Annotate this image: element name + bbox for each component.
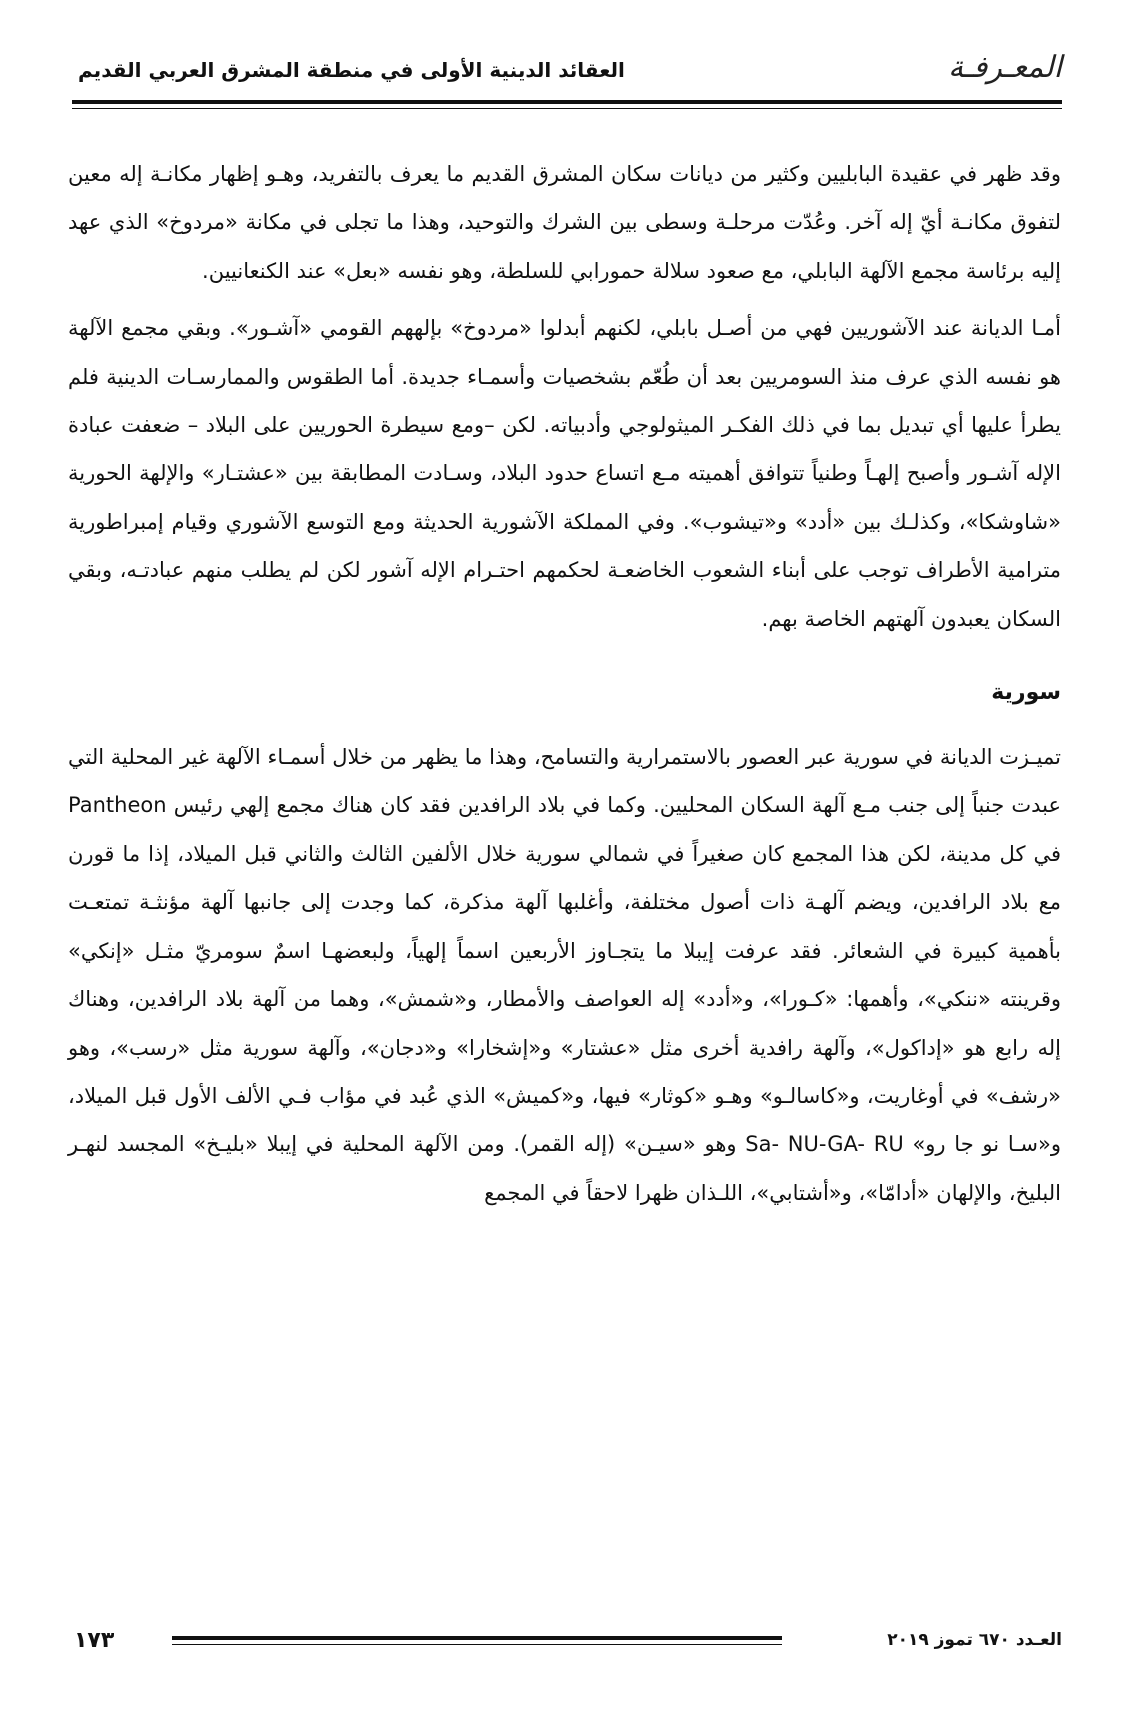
page-number: ١٧٣ [74,1628,115,1653]
footer-rule [172,1636,782,1648]
magazine-logo: المعـرفـة [948,50,1062,85]
paragraph-tafreed: وقد ظهر في عقيدة البابليين وكثير من ديانات سكان المشرق القديم ما يعرف بالتفريد، وهـو إظهار مكانـة إله معين لتفوق مكانـة أيّ إله آخر. وعُدّت مرحلـة وسطى بين الشرك والتوحيد، وهذا ما تجلى في مكانة «مردوخ» الذي عهد إليه برئاسة مجمع الآلهة البابلي، مع صعود سلالة حمورابي للسلطة، وهو نفسه «بعل» عند الكنعانيين. [68,162,1061,283]
page-header [72,44,1062,100]
issue-label: العـدد ٦٧٠ تموز ٢٠١٩ [887,1630,1062,1650]
page-footer [72,1628,1062,1668]
section-heading: سورية [991,680,1061,706]
header-rule-thick [72,100,1062,104]
running-title: العقائد الدينية الأولى في منطقة المشرق العربي القديم [78,58,625,82]
header-rule-thin [72,108,1062,109]
paragraph-assyrians: أمـا الديانة عند الآشوريين فهي من أصـل بابلي، لكنهم أبدلوا «مردوخ» بإلههم القومي «آشـور». وبقي مجمع الآلهة هو نفسه الذي عرف منذ السومريين بعد أن طُعّم بشخصيات وأسمـاء جديدة. أما الطقوس والممارسـات الدينية فلم يطرأ عليها أي تبديل بما في ذلك الفكـر الميثولوجي وأدبياته. لكن –ومع سيطرة الحوريين على البلاد – ضعفت عبادة الإله آشـور وأصبح إلهـاً وطنياً تتوافق أهميته مـع اتساع حدود البلاد، وسـادت المطابقة بين «عشتـار» والإلهة الحورية «شاوشكا»، وكذلـك بين «أدد» و«تيشوب». وفي المملكة الآشورية الحديثة ومع التوسع الآشوري وقيام إمبراطورية مترامية الأطراف توجب على أبناء الشعوب الخاضعـة لحكمهم احتـرام الإله آشور لكن لم يطلب منهم عبادتـه، وبقي السكان يعبدون آلهتهم الخاصة بهم. [68,316,1061,631]
article-body [68,150,1061,1217]
paragraph-syria: تميـزت الديانة في سورية عبر العصور بالاستمرارية والتسامح، وهذا ما يظهر من خلال أسمـاء الآلهة غير المحلية التي عبدت جنباً إلى جنب مـع آلهة السكان المحليين. وكما في بلاد الرافدين فقد كان هناك مجمع إلهي رئيس Pantheon في كل مدينة، لكن هذا المجمع كان صغيراً في شمالي سورية خلال الألفين الثالث والثاني قبل الميلاد، إذا ما قورن مع بلاد الرافدين، ويضم آلهـة ذات أصول مختلفة، وأغلبها آلهة مذكرة، كما وجدت إلى جانبها آلهة مؤنثـة تمتعـت بأهمية كبيرة في الشعائر. فقد عرفت إيبلا ما يتجـاوز الأربعين اسماً إلهياً، ولبعضهـا اسمٌ سومريّ مثـل «إنكي» وقرينته «ننكي»، وأهمها: «كـورا»، و«أدد» إله العواصف والأمطار، و«شمش»، وهما من آلهة بلاد الرافدين، وهناك إله رابع هو «إداكول»، وآلهة رافدية أخرى مثل «عشتار» و«إشخارا» و«دجان»، وآلهة سورية مثل «رسب»، وهو «رشف» في أوغاريت، و«كاسالـو» وهـو «كوثار» فيها، و«كميش» الذي عُبد في مؤاب فـي الألف الأول قبل الميلاد، و«سـا نو جا رو» Sa- NU-GA- RU وهو «سيـن» (إله القمر). ومن الآلهة المحلية في إيبلا «بليـخ» المجسد لنهـر البليخ، والإلهان «أدامّا»، و«أشتابي»، اللـذان ظهرا لاحقاً في المجمع [68,745,1061,1205]
